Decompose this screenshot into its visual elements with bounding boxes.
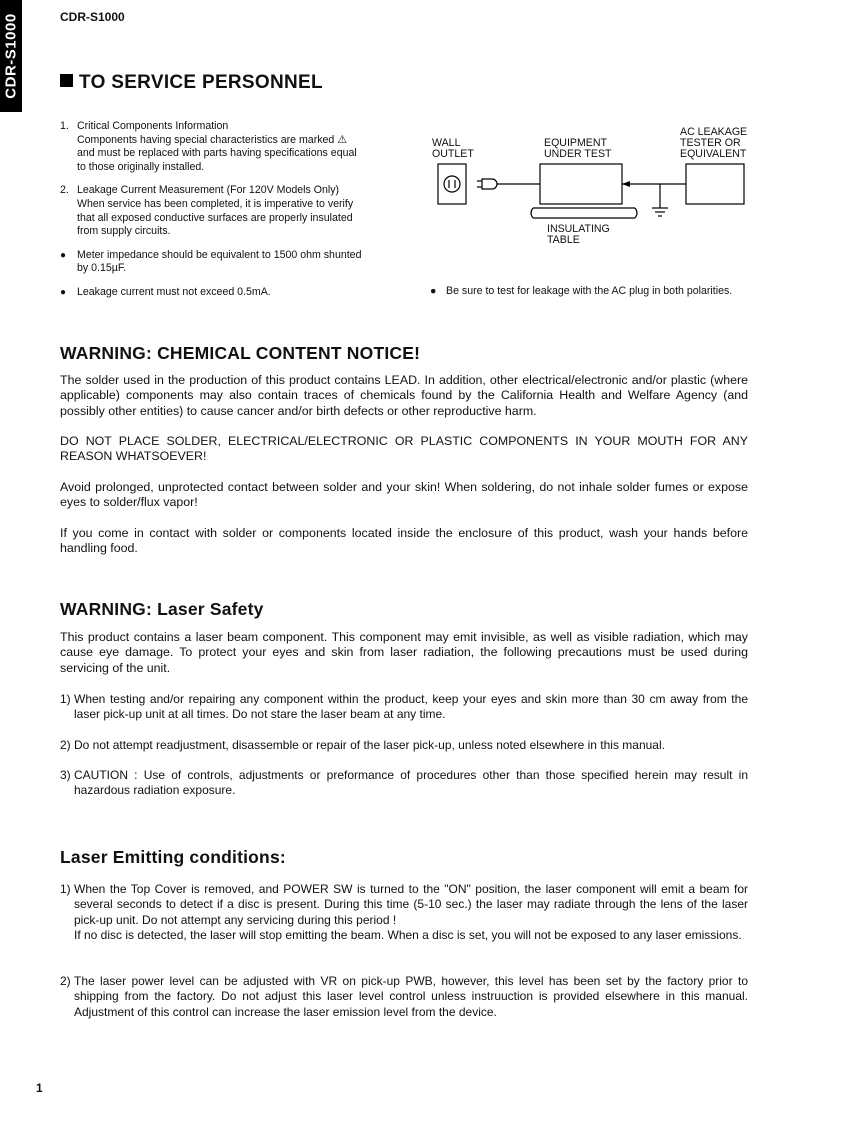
side-model-label: CDR-S1000 — [2, 13, 20, 99]
service-item-leakage — [60, 184, 388, 238]
ac-plug-icon — [482, 179, 497, 189]
emitting-title: Laser Emitting conditions: — [60, 847, 286, 867]
item-line: Critical Components Information — [77, 120, 229, 132]
service-title-text: TO SERVICE PERSONNEL — [79, 72, 323, 93]
item-line: that all exposed conductive surfaces are properly insulated — [77, 211, 353, 224]
chemical-title: WARNING: CHEMICAL CONTENT NOTICE! — [60, 343, 421, 363]
laser-item: 1) When testing and/or repairing any component within the product, keep your eyes and skin more than 30 cm away from the laser pick-up unit at all times. Do not stare the laser beam at any time. — [60, 692, 748, 722]
item-line: Leakage current must not exceed 0.5mA. — [77, 285, 271, 298]
item-line: When service has been completed, it is imperative to verify — [77, 197, 354, 210]
chemical-paragraph: If you come in contact with solder or components located inside the enclosure of this product, wash your hands before handling food. — [60, 526, 748, 556]
item-line: and must be replaced with parts having specifications equal — [77, 147, 357, 160]
tester-label: AC LEAKAGE TESTER OR EQUIVALENT — [680, 126, 748, 160]
service-item-critical — [60, 120, 388, 174]
emitting-item: 2) The laser power level can be adjusted with VR on pick-up PWB, however, this level has been set by the factory prior to shipping from the factory. Do not adjust this laser level control unless instruuction is provided elsewhere in this manual. Adjustment of this control can increase the laser emission level from the device. — [60, 974, 748, 1019]
wall-outlet-box — [438, 164, 466, 204]
bullet-icon: ● — [60, 249, 67, 261]
leakage-test-diagram — [425, 120, 765, 255]
side-model-tab — [0, 0, 22, 112]
insulating-table-shape — [531, 208, 637, 218]
warning-triangle-icon: ⚠ — [337, 133, 348, 146]
item-line: by 0.15µF. — [77, 262, 127, 275]
bullet-icon: ● — [430, 285, 437, 297]
item-number: 1. — [60, 120, 69, 132]
service-list — [60, 120, 388, 310]
wall-outlet-label: WALL OUTLET — [432, 137, 474, 160]
chemical-paragraph: DO NOT PLACE SOLDER, ELECTRICAL/ELECTRONIC OR PLASTIC COMPONENTS IN YOUR MOUTH FOR ANY REASON WHATSOEVER! — [60, 434, 748, 464]
chemical-paragraph: Avoid prolonged, unprotected contact between solder and your skin! When soldering, do not inhale solder fumes or expose eyes to solder/flux vapor! — [60, 480, 748, 510]
polarity-note: ● Be sure to test for leakage with the AC plug in both polarities. — [430, 285, 733, 297]
item-line: Components having special characteristics are marked ⚠ — [77, 133, 348, 146]
service-title — [60, 72, 323, 94]
laser-item: 2) Do not attempt readjustment, disassemble or repair of the laser pick-up, unless noted elsewhere in this manual. — [60, 738, 665, 752]
square-bullet-icon — [60, 74, 73, 87]
arrow-head-icon — [622, 181, 630, 187]
laser-item: 3) CAUTION : Use of controls, adjustments or preformance of procedures other than those specified herein may result in hazardous radiation exposure. — [60, 768, 748, 798]
item-line: Leakage Current Measurement (For 120V Models Only) — [77, 184, 340, 197]
insulating-table-label: INSULATING TABLE — [547, 223, 610, 246]
header-model: CDR-S1000 — [60, 10, 125, 24]
diagram-drawing — [425, 120, 765, 255]
laser-intro: This product contains a laser beam component. This component may emit invisible, as well as visible radiation, which may cause eye damage. To protect your eyes and skin from laser radiation, the following precautions must be used during servicing of the unit. — [60, 630, 748, 675]
laser-safety-title: WARNING: Laser Safety — [60, 599, 264, 619]
chemical-paragraph: The solder used in the production of this product contains LEAD. In addition, other electrical/electronic and/or plastic (where applicable) components may also contain traces of chemicals found by the California Health and Welfare Agency (and possibly other entities) to cause cancer and/or birth defects or other reproductive harm. — [60, 373, 748, 418]
service-item-limit — [60, 286, 388, 300]
item-line: from supply circuits. — [77, 225, 171, 238]
equipment-label: EQUIPMENT UNDER TEST — [544, 137, 612, 160]
item-number: 2. — [60, 184, 69, 197]
outlet-socket-icon — [444, 176, 460, 192]
equipment-box — [540, 164, 622, 204]
item-line: Meter impedance should be equivalent to 1500 ohm shunted — [77, 248, 362, 261]
page-number: 1 — [36, 1081, 43, 1095]
service-item-impedance — [60, 249, 388, 276]
emitting-item: 1) When the Top Cover is removed, and POWER SW is turned to the "ON" position, the laser component will emit a beam for several seconds to detect if a disc is present. During this time (5-10 sec.) the laser may radiate through the lens of the laser pick-up unit. Do not attempt any servicing during this period ! If no disc is detected, the laser will stop emitting the beam. When a disc is set, you will not be exposed to any laser emissions. — [60, 882, 748, 943]
bullet-icon: ● — [60, 286, 67, 298]
tester-box — [686, 164, 744, 204]
item-line: to those originally installed. — [77, 160, 205, 173]
